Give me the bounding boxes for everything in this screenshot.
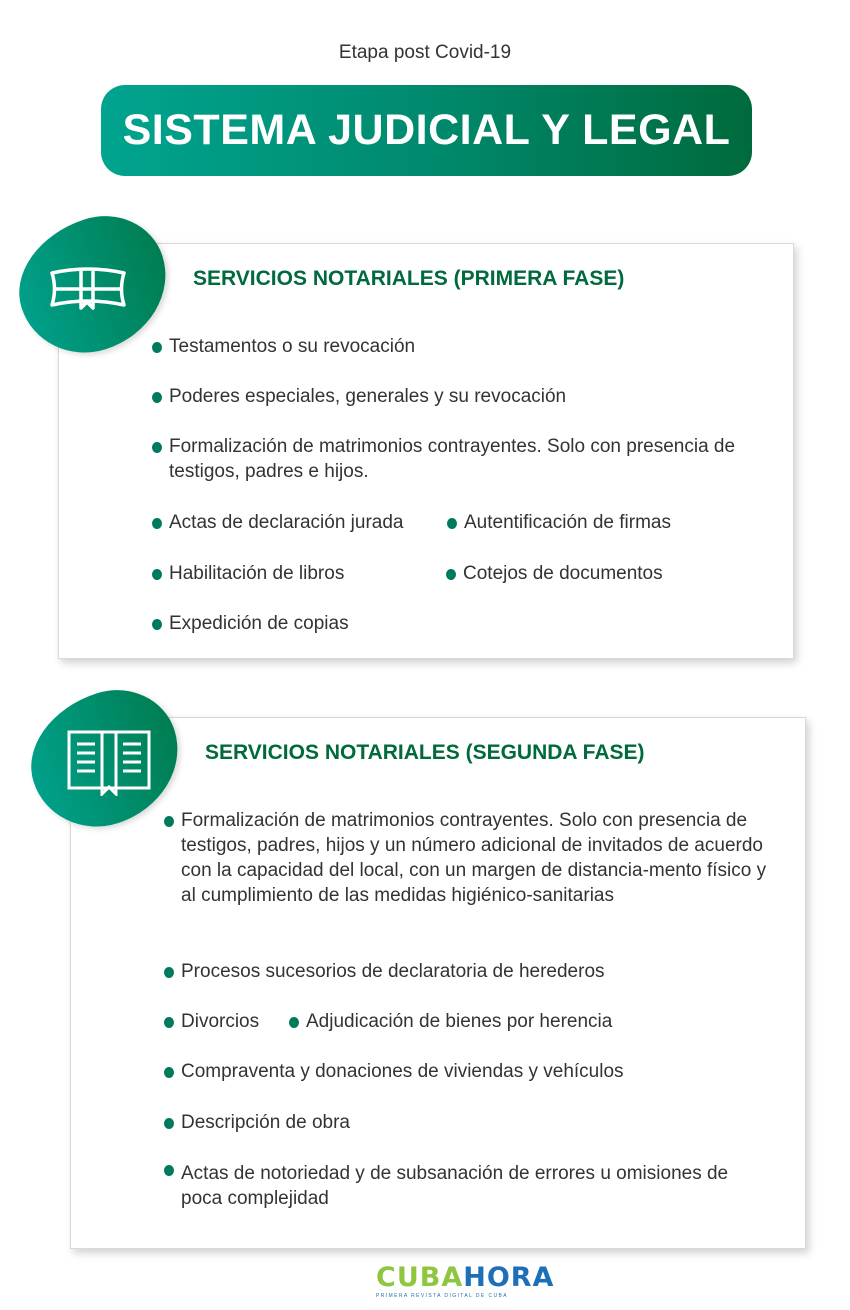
- section-title: SERVICIOS NOTARIALES (SEGUNDA FASE): [205, 741, 645, 764]
- diploma-scroll-icon: [47, 265, 129, 313]
- bullet-icon: [164, 1165, 174, 1176]
- logo-hora: HORA: [463, 1262, 555, 1293]
- list-item: Descripción de obra: [181, 1110, 350, 1135]
- title-banner: [101, 85, 752, 176]
- footer-logo: [376, 1262, 555, 1299]
- list-item: Divorcios: [181, 1009, 259, 1034]
- bullet-icon: [152, 442, 162, 453]
- bullet-icon: [164, 1067, 174, 1078]
- bullet-icon: [152, 619, 162, 630]
- bullet-icon: [164, 967, 174, 978]
- list-item: Poderes especiales, generales y su revocación: [169, 384, 566, 409]
- bullet-icon: [447, 518, 457, 529]
- list-item: Cotejos de documentos: [463, 561, 663, 586]
- list-item: Autentificación de firmas: [464, 510, 671, 535]
- bullet-icon: [164, 1017, 174, 1028]
- bullet-icon: [152, 342, 162, 353]
- logo-tagline: PRIMERA REVISTA DIGITAL DE CUBA: [376, 1293, 508, 1299]
- bullet-icon: [164, 1118, 174, 1129]
- list-item: Formalización de matrimonios contrayentes. Solo con presencia de testigos, padres, hijos y un número adicional de invitados de acuerdo con la capacidad del local, con un margen de distancia-mento físico y al cumplimiento de las medidas higiénico-sanitarias: [181, 808, 781, 908]
- section-title: SERVICIOS NOTARIALES (PRIMERA FASE): [193, 267, 625, 290]
- bullet-icon: [289, 1017, 299, 1028]
- bullet-icon: [164, 816, 174, 827]
- list-item: Actas de declaración jurada: [169, 510, 403, 535]
- list-item: Testamentos o su revocación: [169, 334, 415, 359]
- list-item: Compraventa y donaciones de viviendas y vehículos: [181, 1059, 624, 1084]
- bullet-icon: [152, 569, 162, 580]
- page-subtitle: Etapa post Covid-19: [338, 42, 512, 63]
- open-book-icon: [66, 728, 152, 796]
- bullet-icon: [446, 569, 456, 580]
- list-item: Formalización de matrimonios contrayentes. Solo con presencia de testigos, padres e hijos.: [169, 434, 794, 484]
- bullet-icon: [152, 518, 162, 529]
- logo-cuba: CUBA: [376, 1262, 464, 1293]
- list-item: Procesos sucesorios de declaratoria de herederos: [181, 959, 605, 984]
- bullet-icon: [152, 392, 162, 403]
- page-title: SISTEMA JUDICIAL Y LEGAL: [122, 106, 731, 154]
- list-item: Actas de notoriedad y de subsanación de errores u omisiones de poca complejidad: [181, 1161, 771, 1211]
- list-item: Habilitación de libros: [169, 561, 344, 586]
- list-item: Expedición de copias: [169, 611, 349, 636]
- list-item: Adjudicación de bienes por herencia: [306, 1009, 612, 1034]
